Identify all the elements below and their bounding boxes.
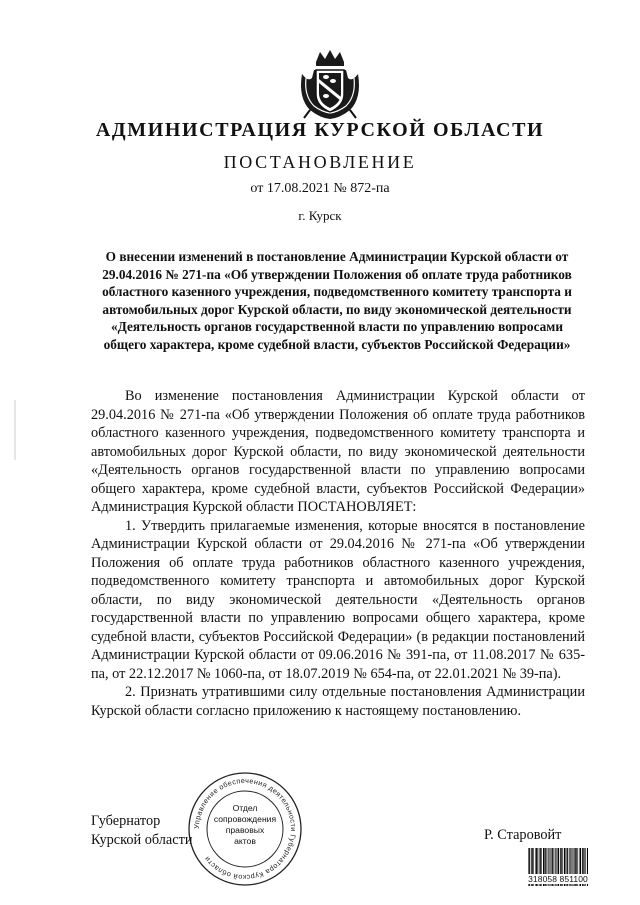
stamp-line-3: правовых (225, 825, 265, 835)
stamp-line-1: Отдел (232, 803, 258, 813)
signatory-position-line2: Курской области (91, 831, 193, 848)
document-date-number: от 17.08.2021 № 872-па (250, 181, 390, 196)
document-title: О внесении изменений в постановление Администрации Курской области от 29.04.2016 № 271-па «Об утверждении Положения об оплате труда работников областного казенного учреждения, подведомственного комитету транспорта и автомобильных дорог Курской области, по виду экономической деятельности «Деятельность органов государственной власти по управлению вопросами общего характера, кроме судебной власти, субъектов Российской Федерации» (102, 249, 572, 352)
stamp-line-4: актов (234, 836, 256, 846)
document-body (91, 387, 585, 720)
intro-paragraph: Во изменение постановления Администрации Курской области от 29.04.2016 № 271-па «Об утверждении Положения об оплате труда работников областного казенного учреждения, подведомственного комитету транспорта и автомобильных дорог Курской области, по виду экономической деятельности «Деятельность органов государственной власти по управлению вопросами общего характера, кроме судебной власти, субъектов Российской Федерации» Администрация Курской области ПОСТАНОВЛЯЕТ: (91, 388, 585, 515)
signatory-position-line1: Губернатор (91, 813, 161, 829)
document-type: ПОСТАНОВЛЕНИЕ (223, 152, 417, 172)
coat-of-arms-emblem (296, 48, 364, 120)
organization-name: АДМИНИСТРАЦИЯ КУРСКОЙ ОБЛАСТИ (95, 119, 545, 141)
item-1-paragraph: 1. Утвердить прилагаемые изменения, которые вносятся в постановление Администрации Курской области от 29.04.2016 № 271-па «Об утверждении Положения об оплате труда работников областного казенного учреждения, подведомственного комитету транспорта и автомобильных дорог Курской области, по виду экономической деятельности «Деятельность органов государственной власти по управлению вопросами общего характера, кроме судебной власти, субъектов Российской Федерации» (в редакции постановлений Администрации Курской области от 09.06.2016 № 391-па, от 11.08.2017 № 635-па, от 22.12.2017 № 1060-па, от 18.07.2019 № 654-па, от 22.01.2021 № 39-па). (91, 517, 585, 682)
item-2-paragraph: 2. Признать утратившими силу отдельные постановления Администрации Курской области согласно приложению к настоящему постановлению. (91, 684, 585, 719)
signatory-name: Р. Старовойт (484, 827, 562, 843)
stamp-center-text (212, 803, 278, 847)
stamp-ring-text: Управление обеспечения деятельности Губернатора Курской области (191, 775, 299, 883)
document-city: г. Курск (298, 208, 342, 223)
scan-artifact (14, 400, 16, 460)
signatory-position (91, 812, 193, 849)
stamp-line-2: сопровождения (213, 814, 277, 824)
barcode-number: 318058 851100 (528, 874, 588, 884)
